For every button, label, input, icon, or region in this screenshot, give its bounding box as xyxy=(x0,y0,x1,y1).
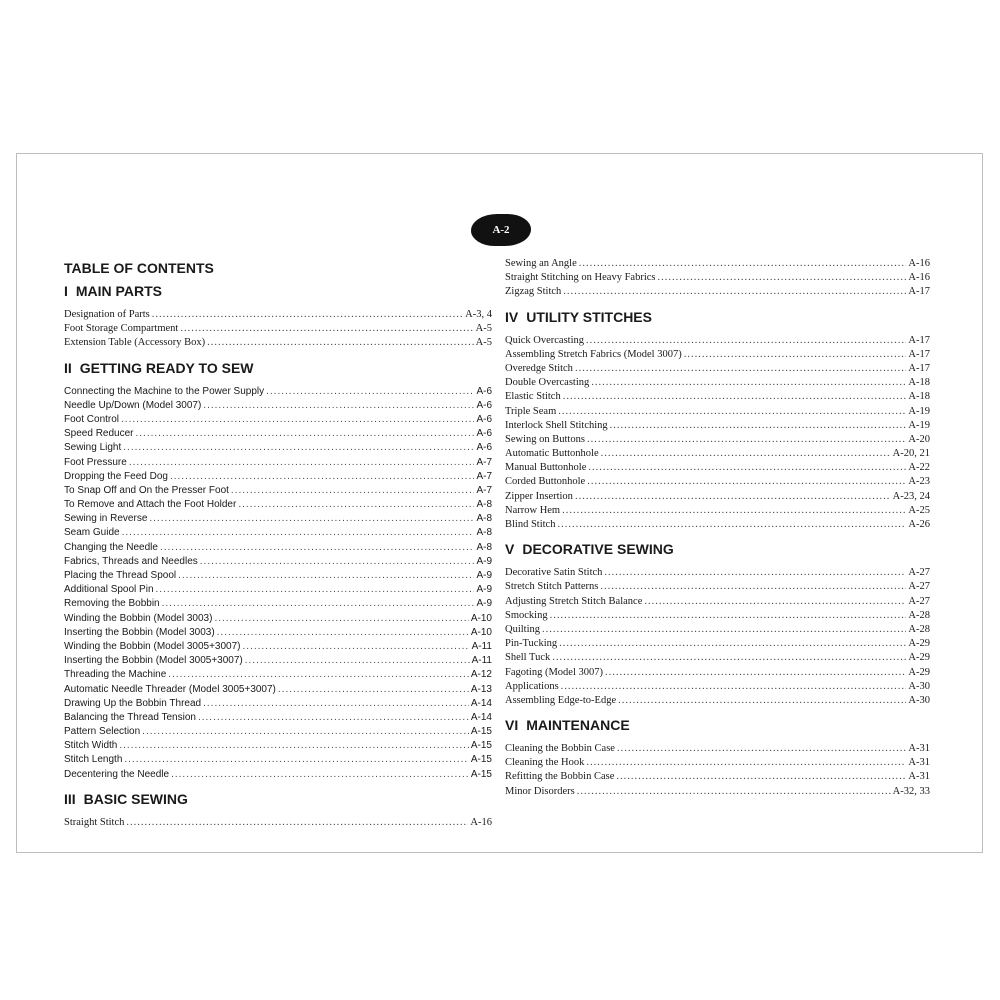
toc-entry-page: A-3, 4 xyxy=(465,309,492,320)
dot-leader xyxy=(586,756,906,770)
toc-entry-page: A-30 xyxy=(908,680,930,692)
section-heading xyxy=(64,787,492,811)
toc-entry-title: Elastic Stitch xyxy=(505,391,561,403)
toc-entry-title: Foot Pressure xyxy=(64,456,127,468)
toc-entry xyxy=(64,697,492,711)
toc-entry xyxy=(505,376,930,390)
toc-entry-title: Interlock Shell Stitching xyxy=(505,419,608,431)
toc-entry-title: Connecting the Machine to the Power Supply xyxy=(64,385,265,397)
section-heading xyxy=(505,305,930,329)
toc-entry xyxy=(64,385,492,399)
dot-leader xyxy=(558,405,906,419)
toc-entry xyxy=(505,285,930,299)
section-number: III xyxy=(64,790,76,807)
dot-leader xyxy=(266,385,474,399)
toc-entry-title: Fabrics, Threads and Needles xyxy=(64,555,198,567)
dot-leader xyxy=(605,666,906,680)
section-number: I xyxy=(64,283,68,299)
dot-leader xyxy=(588,461,906,475)
toc-entry-title: Stitch Width xyxy=(64,740,118,752)
toc-entry xyxy=(505,490,930,504)
dot-leader xyxy=(142,725,469,739)
toc-entry-list xyxy=(505,742,930,799)
toc-entry xyxy=(64,683,492,697)
toc-entry xyxy=(64,569,492,583)
toc-entry-title: Needle Up/Down (Model 3007) xyxy=(64,399,202,411)
toc-entry-page: A-17 xyxy=(908,362,930,374)
dot-leader xyxy=(122,526,475,540)
toc-entry-page: A-14 xyxy=(470,711,492,723)
toc-section-maintenance xyxy=(505,713,930,804)
toc-entry-title: Cleaning the Hook xyxy=(505,757,585,769)
toc-entry-page: A-5 xyxy=(475,337,492,349)
toc-entry-page: A-32, 33 xyxy=(892,785,930,797)
toc-entry xyxy=(505,271,930,285)
dot-leader xyxy=(557,518,906,532)
toc-entry xyxy=(64,498,492,512)
toc-entry-page: A-19 xyxy=(908,405,930,417)
section-number: VI xyxy=(505,717,519,734)
toc-entry xyxy=(505,580,930,594)
toc-entry-page: A-29 xyxy=(908,638,930,650)
toc-entry-title: Cleaning the Bobbin Case xyxy=(505,743,615,755)
dot-leader xyxy=(278,683,469,697)
toc-entry xyxy=(64,753,492,767)
toc-entry xyxy=(505,334,930,348)
toc-entry-page: A-8 xyxy=(476,541,492,553)
toc-entry xyxy=(505,770,930,784)
toc-entry-page: A-8 xyxy=(476,527,492,539)
dot-leader xyxy=(550,609,907,623)
toc-entry xyxy=(64,470,492,484)
dot-leader xyxy=(243,640,470,654)
toc-entry xyxy=(505,566,930,580)
toc-entry xyxy=(505,348,930,362)
toc-entry-page: A-15 xyxy=(470,768,492,780)
section-heading xyxy=(64,356,492,380)
dot-leader xyxy=(178,569,474,583)
toc-entry-page: A-11 xyxy=(471,655,492,667)
section-number: II xyxy=(64,359,72,376)
toc-section-main-parts xyxy=(64,279,492,356)
toc-entry-title: Triple Seam xyxy=(505,405,557,417)
toc-entry-page: A-18 xyxy=(908,377,930,389)
dot-leader xyxy=(610,419,907,433)
toc-entry-title: Speed Reducer xyxy=(64,428,134,440)
toc-entry xyxy=(505,447,930,461)
dot-leader xyxy=(119,739,469,753)
toc-entry-title: Narrow Hem xyxy=(505,504,561,516)
toc-entry-title: Blind Stitch xyxy=(505,519,556,530)
toc-entry-page: A-9 xyxy=(476,570,492,581)
dot-leader xyxy=(245,654,470,668)
toc-entry-title: Smocking xyxy=(505,609,548,621)
dot-leader xyxy=(591,376,906,390)
toc-entry xyxy=(505,518,930,532)
toc-entry-page: A-17 xyxy=(908,348,930,360)
toc-entry-page: A-16 xyxy=(908,272,930,284)
toc-entry-title: Inserting the Bobbin (Model 3003) xyxy=(64,626,215,638)
dot-leader xyxy=(587,475,906,489)
toc-entry-title: Pattern Selection xyxy=(64,726,141,738)
toc-entry xyxy=(505,419,930,433)
toc-entry-page: A-29 xyxy=(908,652,930,664)
toc-entry xyxy=(64,597,492,611)
dot-leader xyxy=(604,566,906,580)
dot-leader xyxy=(203,697,469,711)
toc-entry-page: A-15 xyxy=(470,726,492,738)
toc-entry xyxy=(64,526,492,540)
section-number: IV xyxy=(505,308,519,325)
doc-title: TABLE OF CONTENTS xyxy=(64,260,214,276)
toc-entry xyxy=(505,756,930,770)
toc-entry-list xyxy=(505,566,930,708)
section-title: BASIC SEWING xyxy=(83,790,188,807)
dot-leader xyxy=(231,484,475,498)
toc-entry-page: A-9 xyxy=(476,598,492,610)
toc-entry-page: A-16 xyxy=(908,258,930,269)
section-title: MAIN PARTS xyxy=(75,283,162,299)
toc-entry-page: A-28 xyxy=(908,623,930,635)
dot-leader xyxy=(575,490,891,504)
toc-entry-list xyxy=(505,334,930,533)
toc-entry xyxy=(64,322,492,336)
toc-entry-page: A-13 xyxy=(470,683,492,695)
dot-leader xyxy=(124,753,469,767)
dot-leader xyxy=(563,390,907,404)
section-title: GETTING READY TO SEW xyxy=(79,359,254,376)
toc-entry-title: Zipper Insertion xyxy=(505,490,573,502)
toc-entry-title: Adjusting Stretch Stitch Balance xyxy=(505,595,643,607)
dot-leader xyxy=(684,348,907,362)
section-heading xyxy=(505,713,930,737)
toc-entry-page: A-10 xyxy=(470,626,492,638)
toc-entry xyxy=(64,711,492,725)
toc-entry xyxy=(505,257,930,271)
toc-entry xyxy=(64,555,492,569)
toc-entry-page: A-7 xyxy=(476,456,492,468)
toc-entry-title: To Snap Off and On the Presser Foot xyxy=(64,484,229,496)
toc-entry-page: A-6 xyxy=(476,428,492,440)
toc-entry-title: Sewing Light xyxy=(64,442,122,454)
toc-entry-page: A-23, 24 xyxy=(892,490,930,502)
toc-entry-page: A-25 xyxy=(908,504,930,516)
dot-leader xyxy=(617,742,906,756)
toc-entry-page: A-27 xyxy=(908,595,930,607)
toc-entry xyxy=(505,390,930,404)
dot-leader xyxy=(238,498,474,512)
toc-entry-title: Corded Buttonhole xyxy=(505,476,586,488)
toc-entry xyxy=(505,666,930,680)
toc-entry-page: A-14 xyxy=(470,697,492,709)
dot-leader xyxy=(586,334,906,348)
toc-entry-title: Designation of Parts xyxy=(64,309,150,320)
toc-entry xyxy=(64,413,492,427)
toc-entry-page: A-20, 21 xyxy=(892,448,930,460)
toc-entry-page: A-7 xyxy=(476,484,492,496)
toc-entry-page: A-15 xyxy=(470,740,492,752)
dot-leader xyxy=(160,541,474,555)
toc-entry-title: Quick Overcasting xyxy=(505,334,585,346)
dot-leader xyxy=(542,623,906,637)
toc-entry xyxy=(505,475,930,489)
toc-entry-title: Pin-Tucking xyxy=(505,638,558,650)
toc-entry xyxy=(505,433,930,447)
toc-entry xyxy=(505,504,930,518)
toc-section-decorative-sewing xyxy=(505,537,930,713)
dot-leader xyxy=(168,668,469,682)
toc-entry-title: Sewing an Angle xyxy=(505,258,577,269)
toc-entry-title: Minor Disorders xyxy=(505,785,575,797)
toc-entry-page: A-23 xyxy=(908,476,930,488)
dot-leader xyxy=(171,768,469,782)
toc-entry-page: A-17 xyxy=(908,334,930,346)
toc-entry-title: Automatic Needle Threader (Model 3005+3007) xyxy=(64,683,276,695)
toc-entry xyxy=(505,595,930,609)
toc-entry xyxy=(505,405,930,419)
toc-entry xyxy=(64,640,492,654)
toc-entry-page: A-18 xyxy=(908,391,930,403)
dot-leader xyxy=(600,580,906,594)
toc-entry-title: Fagoting (Model 3007) xyxy=(505,666,603,678)
toc-entry-title: Changing the Needle xyxy=(64,541,158,553)
toc-entry xyxy=(64,816,492,830)
toc-entry xyxy=(64,739,492,753)
toc-entry-title: Additional Spool Pin xyxy=(64,584,154,596)
toc-section-basic-sewing xyxy=(64,787,492,835)
toc-entry xyxy=(505,651,930,665)
toc-entry xyxy=(64,725,492,739)
toc-entry xyxy=(64,427,492,441)
toc-entry xyxy=(64,441,492,455)
dot-leader xyxy=(559,637,906,651)
toc-entry-page: A-12 xyxy=(470,669,492,681)
dot-leader xyxy=(162,597,475,611)
dot-leader xyxy=(577,785,891,799)
dot-leader xyxy=(198,711,469,725)
toc-entry-page: A-6 xyxy=(476,399,492,411)
toc-entry-title: Straight Stitch xyxy=(64,816,125,828)
toc-entry-title: Placing the Thread Spool xyxy=(64,570,177,581)
toc-entry-title: Assembling Stretch Fabrics (Model 3007) xyxy=(505,348,682,360)
dot-leader xyxy=(575,362,906,376)
toc-entry-title: Foot Control xyxy=(64,413,120,425)
toc-entry-page: A-28 xyxy=(908,609,930,621)
dot-leader xyxy=(561,680,907,694)
toc-entry-title: Stretch Stitch Patterns xyxy=(505,581,599,593)
dot-leader xyxy=(217,626,469,640)
toc-entry-title: Assembling Edge-to-Edge xyxy=(505,694,617,706)
toc-entry xyxy=(505,742,930,756)
toc-entry-page: A-27 xyxy=(908,581,930,593)
toc-entry xyxy=(64,512,492,526)
toc-entry-title: Stitch Length xyxy=(64,754,123,766)
section-heading xyxy=(505,537,930,561)
section-title: UTILITY STITCHES xyxy=(526,308,652,325)
toc-entry-title: Dropping the Feed Dog xyxy=(64,470,168,482)
dot-leader xyxy=(657,271,906,285)
toc-entry-page: A-20 xyxy=(908,433,930,445)
toc-entry xyxy=(505,694,930,708)
dot-leader xyxy=(618,694,906,708)
toc-entry-page: A-29 xyxy=(908,666,930,678)
toc-entry-title: Foot Storage Compartment xyxy=(64,323,179,335)
dot-leader xyxy=(203,399,474,413)
toc-entry xyxy=(64,456,492,470)
dot-leader xyxy=(121,413,474,427)
toc-entry-title: Sewing on Buttons xyxy=(505,433,585,445)
dot-leader xyxy=(562,504,906,518)
toc-entry-page: A-26 xyxy=(908,519,930,530)
toc-entry-page: A-8 xyxy=(476,513,492,525)
toc-entry-page: A-9 xyxy=(476,584,492,596)
toc-entry-page: A-15 xyxy=(470,754,492,766)
toc-entry-title: Seam Guide xyxy=(64,527,120,539)
toc-entry-title: Shell Tuck xyxy=(505,652,551,664)
left-column xyxy=(64,257,492,835)
toc-entry xyxy=(505,362,930,376)
toc-entry xyxy=(64,768,492,782)
dot-leader xyxy=(136,427,475,441)
toc-entry-title: Overedge Stitch xyxy=(505,362,573,374)
toc-entry-title: Quilting xyxy=(505,623,541,635)
toc-entry-title: To Remove and Attach the Foot Holder xyxy=(64,499,237,511)
toc-entry-title: Drawing Up the Bobbin Thread xyxy=(64,697,202,709)
toc-entry xyxy=(64,541,492,555)
dot-leader xyxy=(601,447,891,461)
toc-entry-title: Double Overcasting xyxy=(505,377,590,389)
toc-entry-page: A-16 xyxy=(470,816,492,828)
toc-entry xyxy=(64,668,492,682)
toc-entry xyxy=(64,612,492,626)
toc-entry xyxy=(64,583,492,597)
toc-entry-page: A-31 xyxy=(908,771,930,783)
toc-entry-page: A-30 xyxy=(908,694,930,706)
toc-entry-title: Balancing the Thread Tension xyxy=(64,711,196,723)
toc-entry-title: Sewing in Reverse xyxy=(64,513,148,525)
toc-entry xyxy=(64,654,492,668)
toc-entry-title: Zigzag Stitch xyxy=(505,286,562,298)
dot-leader xyxy=(126,816,468,830)
toc-entry-title: Winding the Bobbin (Model 3005+3007) xyxy=(64,640,241,652)
toc-entry xyxy=(505,609,930,623)
dot-leader xyxy=(644,595,906,609)
dot-leader xyxy=(123,441,474,455)
toc-entry-title: Decentering the Needle xyxy=(64,768,170,780)
toc-entry xyxy=(505,637,930,651)
toc-entry-title: Manual Buttonhole xyxy=(505,462,587,474)
toc-entry-page: A-31 xyxy=(908,757,930,769)
toc-entry xyxy=(64,399,492,413)
dot-leader xyxy=(207,336,474,350)
section-heading xyxy=(64,279,492,303)
toc-entry xyxy=(64,336,492,350)
dot-leader xyxy=(587,433,906,447)
toc-entry-page: A-5 xyxy=(475,323,492,335)
section-number: V xyxy=(505,541,515,558)
toc-entry-page: A-6 xyxy=(476,413,492,425)
toc-entry-title: Extension Table (Accessory Box) xyxy=(64,337,206,349)
toc-entry-title: Decorative Satin Stitch xyxy=(505,567,603,579)
toc-entry xyxy=(505,461,930,475)
toc-entry-title: Removing the Bobbin xyxy=(64,598,160,610)
dot-leader xyxy=(563,285,906,299)
toc-entry-page: A-31 xyxy=(908,743,930,755)
toc-entry-title: Winding the Bobbin (Model 3003) xyxy=(64,612,213,624)
toc-entry xyxy=(505,680,930,694)
toc-entry-page: A-6 xyxy=(476,442,492,454)
toc-entry xyxy=(64,626,492,640)
toc-entry-list xyxy=(505,257,930,300)
toc-entry-page: A-7 xyxy=(476,470,492,482)
toc-entry xyxy=(505,785,930,799)
dot-leader xyxy=(200,555,475,569)
section-title: MAINTENANCE xyxy=(526,717,630,734)
dot-leader xyxy=(579,257,907,271)
toc-entry-title: Threading the Machine xyxy=(64,669,167,681)
toc-entry xyxy=(505,623,930,637)
toc-entry-list xyxy=(64,308,492,351)
toc-entry-page: A-9 xyxy=(476,555,492,567)
right-column xyxy=(505,257,930,804)
dot-leader xyxy=(214,612,468,626)
page-number-badge: A-2 xyxy=(471,214,531,246)
toc-entry-page: A-6 xyxy=(476,385,492,397)
toc-section-getting-ready-to-sew xyxy=(64,356,492,787)
toc-entry-page: A-19 xyxy=(908,419,930,431)
toc-section-utility-stitches xyxy=(505,305,930,538)
toc-entry xyxy=(64,308,492,322)
toc-entry xyxy=(64,484,492,498)
toc-entry-page: A-10 xyxy=(470,612,492,624)
dot-leader xyxy=(616,770,906,784)
toc-entry-page: A-17 xyxy=(908,286,930,298)
toc-entry-title: Automatic Buttonhole xyxy=(505,448,599,460)
dot-leader xyxy=(152,308,463,322)
toc-entry-page: A-8 xyxy=(476,499,492,511)
toc-entry-page: A-11 xyxy=(471,640,492,652)
dot-leader xyxy=(170,470,474,484)
toc-entry-list xyxy=(64,816,492,830)
toc-entry-title: Applications xyxy=(505,680,559,692)
toc-entry-title: Straight Stitching on Heavy Fabrics xyxy=(505,272,656,284)
dot-leader xyxy=(552,651,906,665)
toc-entry-page: A-27 xyxy=(908,567,930,579)
dot-leader xyxy=(129,456,475,470)
section-title: DECORATIVE SEWING xyxy=(522,541,674,558)
dot-leader xyxy=(180,322,473,336)
toc-entry-title: Refitting the Bobbin Case xyxy=(505,771,615,783)
toc-entry-title: Inserting the Bobbin (Model 3005+3007) xyxy=(64,655,243,667)
toc-entry-page: A-22 xyxy=(908,462,930,474)
toc-entry-list xyxy=(64,385,492,782)
dot-leader xyxy=(149,512,474,526)
dot-leader xyxy=(156,583,475,597)
